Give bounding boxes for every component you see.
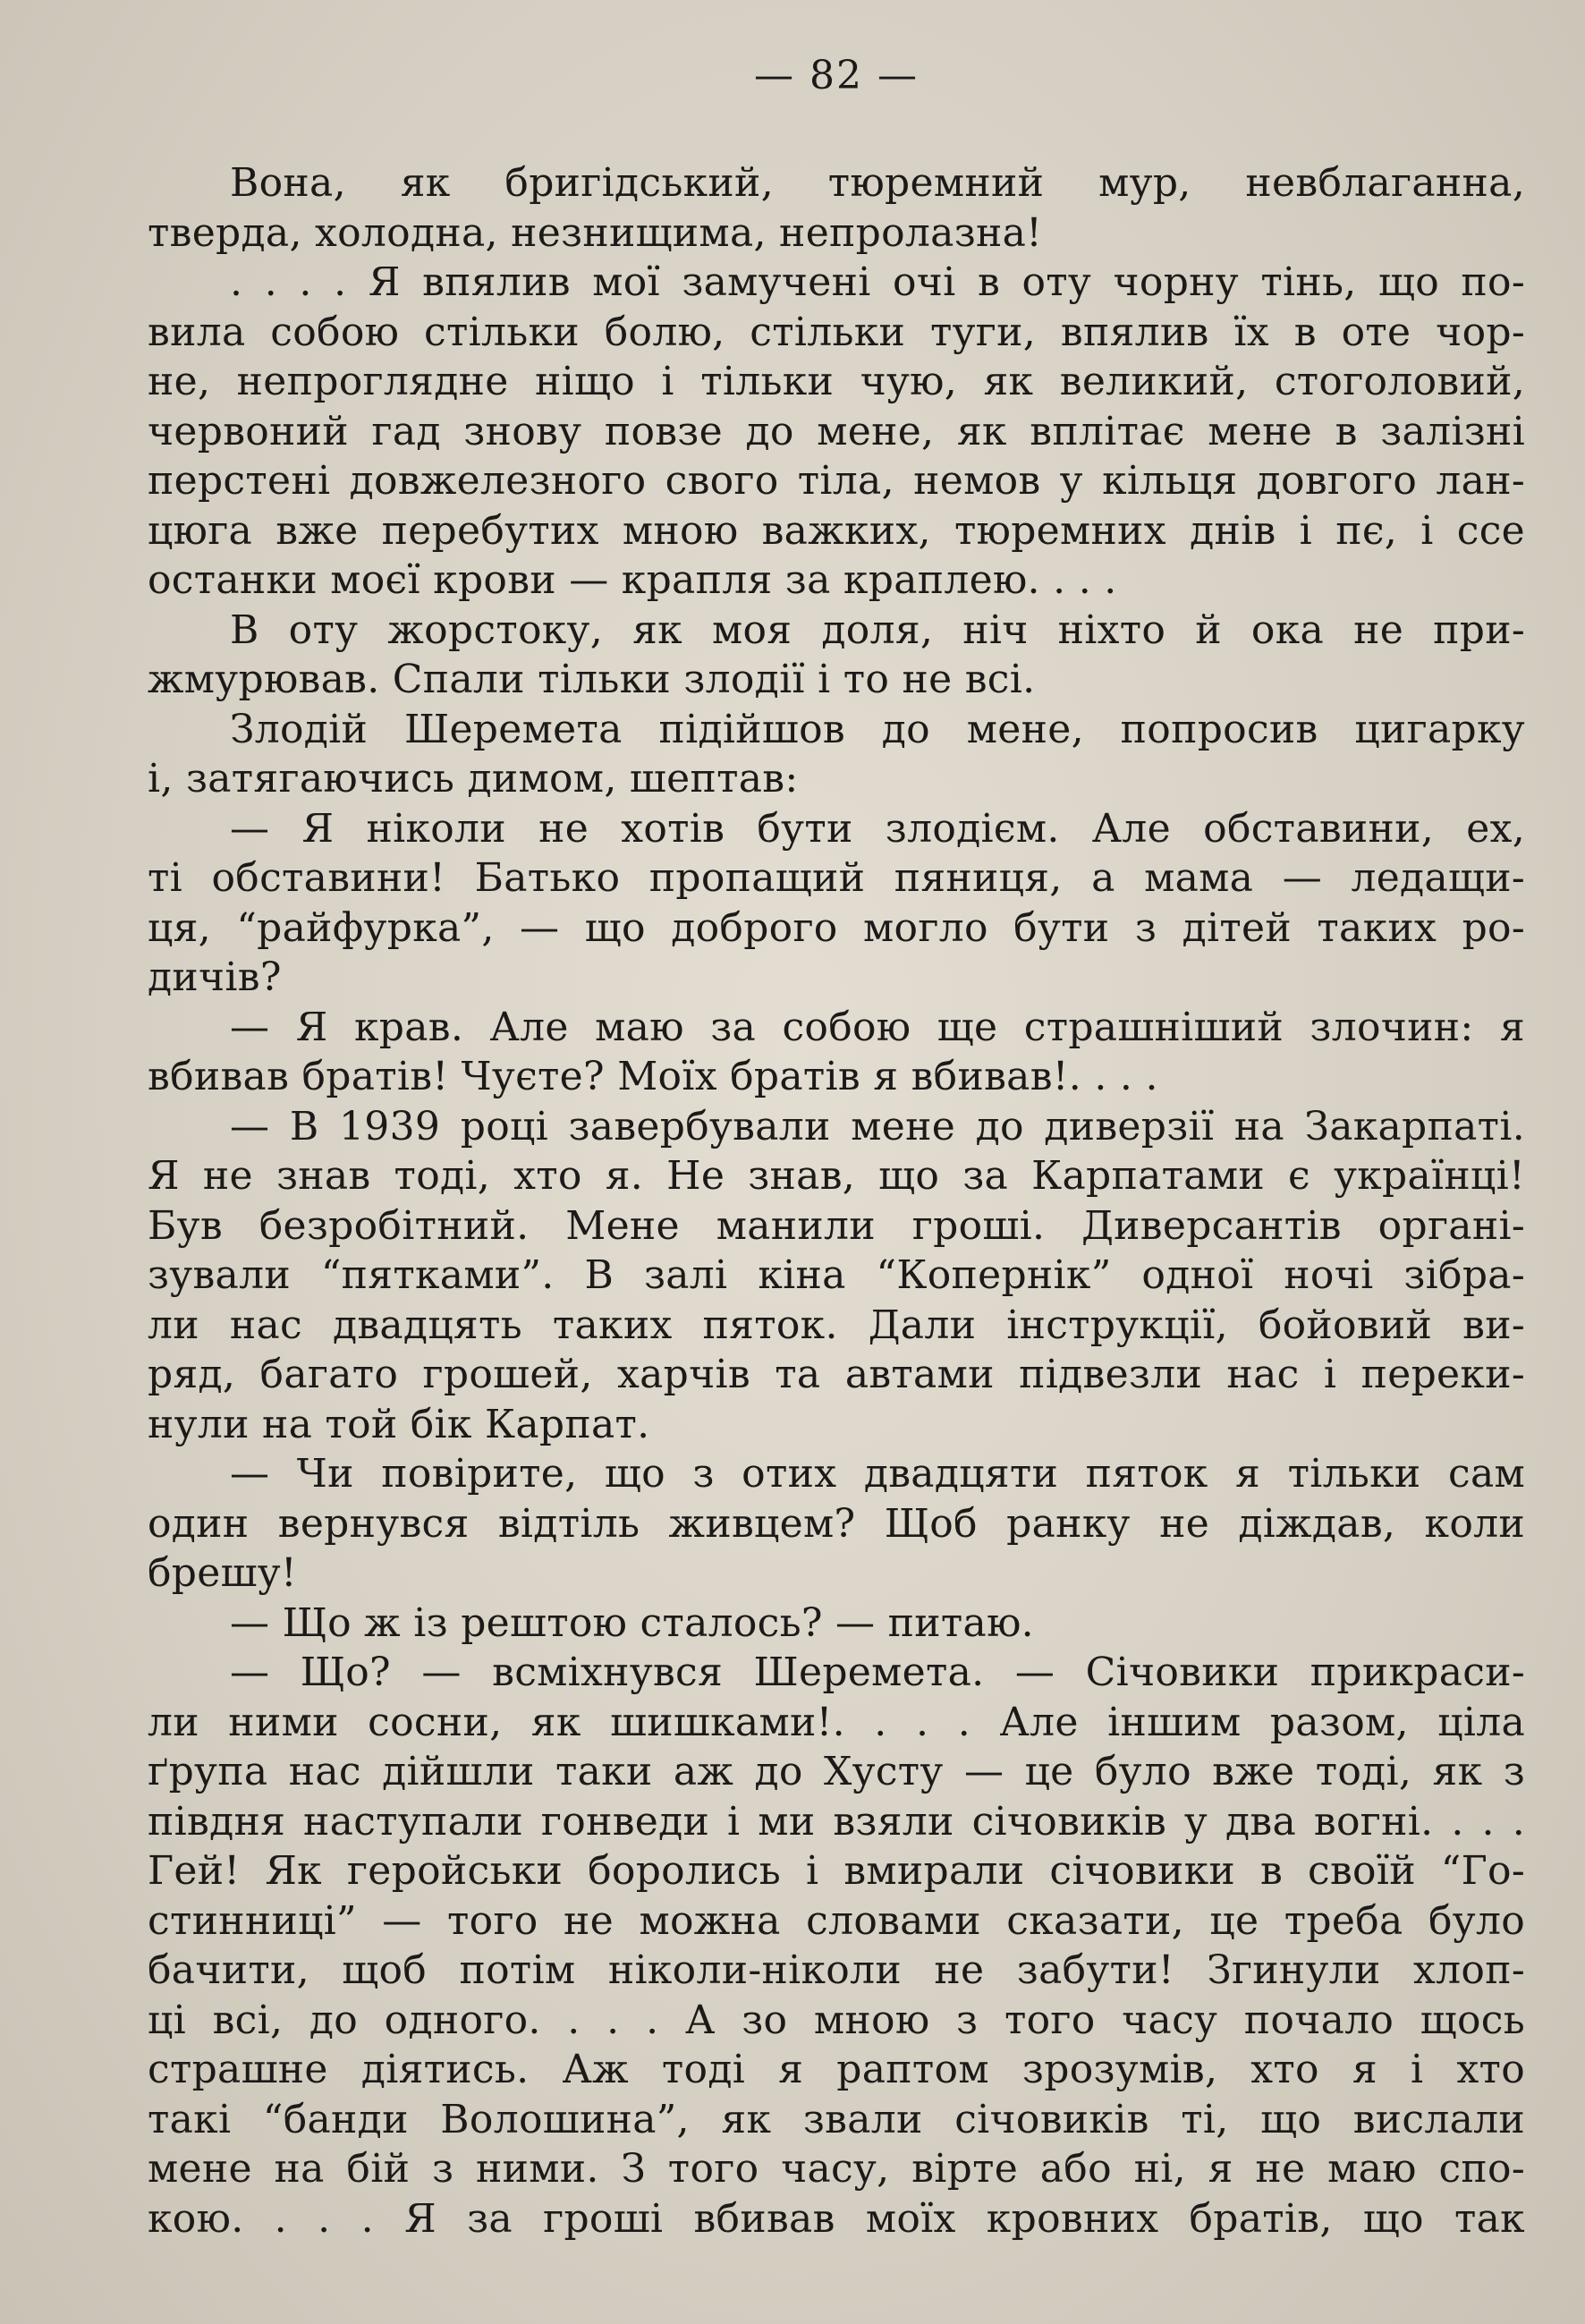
text-line: Був безробітний. Мене манили гроші. Диверсантів органі- xyxy=(148,1202,1525,1249)
text-line: дичів? xyxy=(148,954,282,1000)
text-line: і, затягаючись димом, шептав: xyxy=(148,756,799,802)
text-line: тверда, холодна, незнищима, непролазна! xyxy=(148,209,1043,256)
text-line: ця, “райфурка”, — що доброго могло бути з дітей таких ро- xyxy=(148,904,1525,951)
text-line: — Чи повірите, що з отих двадцяти пяток я тільки сам xyxy=(230,1451,1525,1497)
text-line: бачити, щоб потім ніколи-ніколи не забути! Згинули хлоп- xyxy=(148,1947,1525,1993)
text-line: ці всі, до одного. . . . А зо мною з того часу почало щось xyxy=(148,1997,1525,2043)
text-line: стинниці” — того не можна словами сказати, це треба було xyxy=(148,1897,1525,1944)
text-line: нули на той бік Карпат. xyxy=(148,1401,650,1447)
page-number: — 82 — xyxy=(754,53,919,98)
text-line: один вернувся відтіль живцем? Щоб ранку не діждав, коли xyxy=(148,1500,1525,1547)
page-text-body xyxy=(148,158,1525,2243)
text-line: — Я ніколи не хотів бути злодієм. Але обставини, ех, xyxy=(230,805,1525,852)
text-line: півдня наступали гонведи і ми взяли січовиків у два вогні. . . . xyxy=(148,1798,1525,1845)
text-line: ли нас двадцять таких пяток. Дали інструкції, бойовий ви- xyxy=(148,1302,1525,1348)
text-line: ряд, багато грошей, харчів та автами підвезли нас і переки- xyxy=(148,1352,1525,1397)
text-line: В оту жорстоку, як моя доля, ніч ніхто й ока не при- xyxy=(230,606,1525,653)
text-line: — Що? — всміхнувся Шеремета. — Січовики прикраси- xyxy=(230,1650,1525,1695)
text-line: не, непроглядне ніщо і тільки чую, як великий, стоголовий, xyxy=(148,359,1525,404)
text-line: Я не знав тоді, хто я. Не знав, що за Карпатами є українці! xyxy=(148,1153,1525,1199)
text-line: такі “банди Волошина”, як звали січовиків ті, що вислали xyxy=(148,2096,1525,2142)
text-line: ли ними сосни, як шишками!. . . . Але іншим разом, ціла xyxy=(148,1699,1525,1745)
text-line: цюга вже перебутих мною важких, тюремних днів і пє, і ссе xyxy=(148,507,1525,554)
text-line: ті обставини! Батько пропащий пяниця, а мама — ледащи- xyxy=(148,855,1525,901)
text-line: червоний гад знову повзе до мене, як вплітає мене в залізні xyxy=(148,408,1525,454)
text-line: — Що ж із рештою сталось? — питаю. xyxy=(230,1599,1034,1646)
text-line: страшне діятись. Аж тоді я раптом зрозумів, хто я і хто xyxy=(148,2047,1525,2092)
text-line: Гей! Як геройськи боролись і вмирали січовики в своїй “Го- xyxy=(148,1848,1525,1894)
text-line: Злодій Шеремета підійшов до мене, попросив цигарку xyxy=(230,706,1525,752)
text-line: мене на бій з ними. З того часу, вірте або ні, я не маю спо- xyxy=(148,2146,1525,2192)
text-line: кою. . . . Я за гроші вбивав моїх кровних братів, що так xyxy=(148,2195,1525,2242)
text-line: зували “пятками”. В залі кіна “Копернік” одної ночі зібра- xyxy=(148,1252,1525,1298)
text-line: брешу! xyxy=(148,1550,297,1596)
text-line: жмурював. Спали тільки злодії і то не всі. xyxy=(148,657,1036,702)
text-line: вила собою стільки болю, стільки туги, впялив їх в оте чор- xyxy=(148,309,1525,355)
text-line: останки моєї крови — крапля за краплею. . . . xyxy=(148,557,1117,603)
text-line: — В 1939 році завербували мене до диверзії на Закарпаті. xyxy=(230,1103,1525,1149)
text-line: — Я крав. Але маю за собою ще страшніший злочин: я xyxy=(230,1004,1525,1050)
text-line: перстені довжелезного свого тіла, немов у кільця довгого лан- xyxy=(148,458,1525,504)
text-line: . . . . Я впялив мої замучені очі в оту чорну тінь, що по- xyxy=(230,259,1525,305)
text-line: вбивав братів! Чуєте? Моїх братів я вбивав!. . . . xyxy=(148,1054,1158,1099)
text-line: Вона, як бригідський, тюремний мур, невблаганна, xyxy=(230,160,1525,206)
book-page xyxy=(148,49,1525,2286)
text-line: ґрупа нас дійшли таки аж до Хусту — це було вже тоді, як з xyxy=(148,1749,1525,1794)
